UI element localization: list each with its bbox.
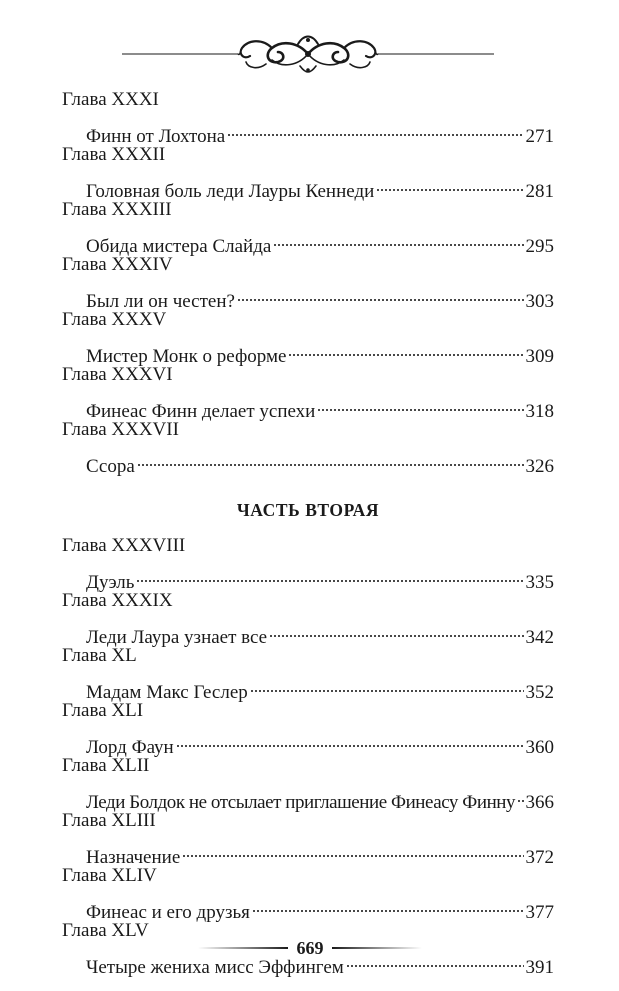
chapter-block xyxy=(62,87,554,147)
chapter-title: Финеас и его друзья xyxy=(86,902,250,923)
chapter-heading: Глава XXXIX xyxy=(62,590,173,611)
chapter-title: Мадам Макс Геслер xyxy=(86,682,248,703)
chapter-title: Обида мистера Слайда xyxy=(86,236,272,257)
footer-rule-right xyxy=(332,947,422,949)
folio-page-number: 669 xyxy=(296,938,324,958)
dot-leader xyxy=(288,333,523,362)
chapter-heading: Глава XLI xyxy=(62,700,144,721)
page-number: 360 xyxy=(525,737,554,758)
chapter-block xyxy=(62,362,554,422)
chapter-heading: Глава XXXIII xyxy=(62,199,172,220)
chapter-title: Лорд Фаун xyxy=(86,737,174,758)
toc-entry xyxy=(62,779,554,813)
dot-leader xyxy=(136,559,523,588)
dot-leader xyxy=(237,278,524,307)
chapter-block xyxy=(62,533,554,593)
chapter-block xyxy=(62,307,554,367)
chapter-heading: Глава XLV xyxy=(62,920,149,941)
chapter-title: Финеас Финн делает успехи xyxy=(86,401,316,422)
dot-leader xyxy=(252,889,524,918)
chapter-title: Леди Болдок не отсылает приглашение Финеасу Финну xyxy=(86,792,516,813)
ornament-flourish-icon xyxy=(122,30,494,78)
chapter-title: Назначение xyxy=(86,847,181,868)
page-number: 303 xyxy=(525,291,554,312)
toc-entry xyxy=(62,834,554,868)
chapter-heading: Глава XXXI xyxy=(62,89,159,110)
dot-leader xyxy=(317,388,523,417)
toc-entry xyxy=(62,223,554,257)
chapter-heading: Глава XXXVIII xyxy=(62,535,186,556)
dot-leader xyxy=(182,834,523,863)
chapter-title: Четыре жениха мисс Эффингем xyxy=(86,957,344,978)
page-number: 372 xyxy=(525,847,554,868)
chapter-block xyxy=(62,588,554,648)
page-number: 281 xyxy=(525,181,554,202)
chapter-title: Был ли он честен? xyxy=(86,291,235,312)
chapter-heading: Глава XLIII xyxy=(62,810,156,831)
page-number: 342 xyxy=(525,627,554,648)
dot-leader xyxy=(176,724,524,753)
toc-entry xyxy=(62,333,554,367)
chapter-block xyxy=(62,142,554,202)
dot-leader xyxy=(273,223,523,252)
toc-entry xyxy=(62,113,554,147)
chapter-block xyxy=(62,863,554,923)
page-number: 295 xyxy=(525,236,554,257)
chapter-heading: Глава XXXVI xyxy=(62,364,173,385)
dot-leader xyxy=(227,113,523,142)
chapter-title: Финн от Лохтона xyxy=(86,126,226,147)
chapter-heading: Глава XLIV xyxy=(62,865,157,886)
dot-leader xyxy=(250,669,524,698)
toc-entry xyxy=(62,614,554,648)
chapter-heading: Глава XXXII xyxy=(62,144,166,165)
toc-entry xyxy=(62,278,554,312)
page-number: 271 xyxy=(525,126,554,147)
dot-leader xyxy=(269,614,523,643)
toc-entry xyxy=(62,724,554,758)
toc-entry xyxy=(62,443,554,477)
part-heading: ЧАСТЬ ВТОРАЯ xyxy=(236,500,380,520)
chapter-heading: Глава XXXIV xyxy=(62,254,173,275)
page-number: 352 xyxy=(525,682,554,703)
chapter-block xyxy=(62,698,554,758)
page-number: 318 xyxy=(525,401,554,422)
chapter-block xyxy=(62,643,554,703)
chapter-heading: Глава XLII xyxy=(62,755,150,776)
dot-leader xyxy=(517,779,523,808)
toc-entry xyxy=(62,168,554,202)
chapter-title: Ссора xyxy=(86,456,135,477)
table-of-contents xyxy=(62,87,554,978)
page-number: 391 xyxy=(525,957,554,978)
footer-rule-left xyxy=(198,947,288,949)
chapter-heading: Глава XXXV xyxy=(62,309,167,330)
toc-entry xyxy=(62,559,554,593)
toc-entry xyxy=(62,388,554,422)
page-number: 377 xyxy=(525,902,554,923)
dot-leader xyxy=(376,168,523,197)
chapter-title: Головная боль леди Лауры Кеннеди xyxy=(86,181,375,202)
toc-entry xyxy=(62,669,554,703)
page-number: 366 xyxy=(525,792,554,813)
toc-entry xyxy=(62,889,554,923)
chapter-heading: Глава XXXVII xyxy=(62,419,179,440)
chapter-title: Мистер Монк о реформе xyxy=(86,346,287,367)
chapter-block xyxy=(62,753,554,813)
dot-leader xyxy=(137,443,524,472)
chapter-block xyxy=(62,252,554,312)
page-footer xyxy=(0,930,619,966)
page-number: 309 xyxy=(525,346,554,367)
chapter-heading: Глава XL xyxy=(62,645,137,666)
page-number: 326 xyxy=(525,456,554,477)
page-number: 335 xyxy=(525,572,554,593)
chapter-title: Леди Лаура узнает все xyxy=(86,627,268,648)
chapter-title: Дуэль xyxy=(86,572,135,593)
